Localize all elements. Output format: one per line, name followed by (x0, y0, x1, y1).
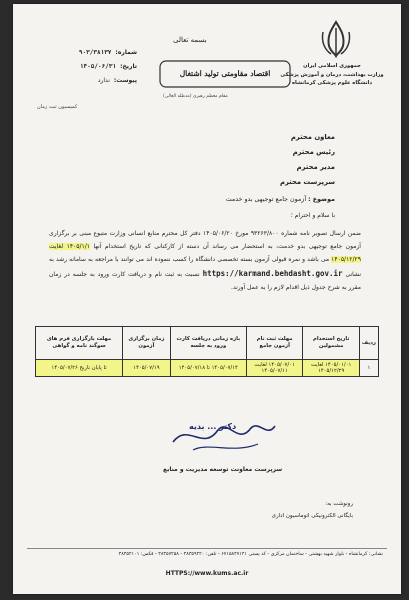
table-row (36, 360, 379, 377)
signer-title: سرپرست معاونت توسعه مدیریت و منابع (163, 466, 283, 473)
cc-label: رونوشت به: (325, 501, 353, 507)
recipient: مدیر محترم (296, 163, 335, 171)
date-value: ۱۴۰۵/۰۶/۳۱ (79, 63, 117, 70)
number-label: شماره: (115, 49, 137, 56)
carbon-copy (272, 498, 353, 522)
table-cell: ۱۴۰۵/۰۱/۰۱ لغایت ۱۴۰۵/۱۲/۲۹ (303, 360, 360, 377)
slogan-subtitle: مقام معظم رهبری (مدظله العالی) (163, 94, 228, 99)
table-cell: ۱۴۰۵/۰۷/۱۹ (123, 360, 171, 377)
employment-date-highlight: ۱۴۰۵/۱/۱ لغایت ۱۴۰۵/۱۲/۲۹ (49, 243, 361, 264)
subject-label: موضوع : (308, 196, 335, 203)
table-header: ردیف (359, 327, 378, 360)
recipient: رئیس محترم (292, 148, 335, 156)
table-cell: ۱۴۰۵/۰۷/۰۱ لغایت ۱۴۰۵/۰۷/۱۱ (246, 360, 303, 377)
signer-name: دکتر ... بدیه (189, 422, 237, 431)
table-cell: ۱ (359, 360, 378, 377)
signature-stamp-icon (163, 412, 283, 462)
number-value: ۹۰۳/۳۸۱۳۷ (78, 49, 112, 56)
ministry-header: جمهوری اسلامی ایران وزارت بهداشت، درمان و آموزش پزشکی دانشگاه علوم پزشکی کرمانشاه (280, 63, 384, 86)
table-cell: ۱۴۰۵/۰۷/۱۴ تا ۱۴۰۵/۰۷/۱۸ (170, 360, 246, 377)
table-header: تاریخ استخدام مشمولین (303, 327, 360, 360)
iran-emblem-icon (313, 18, 359, 58)
attachment-label: پیوست: (113, 77, 137, 84)
letter-page (13, 4, 401, 594)
table-header: بازه زمانی دریافت کارت ورود به جلسه (170, 327, 246, 360)
recipients (280, 130, 335, 190)
meta-note: کمیسیون ثبت زمان (37, 104, 78, 110)
table-header: مهلت ثبت نام آزمون جامع (246, 327, 303, 360)
date-label: تاریخ: (120, 63, 137, 70)
schedule-table (35, 326, 379, 377)
attachment-value: ندارد (97, 77, 110, 84)
table-header: مهلت بارگزاری فرم های سوگند نامه و گواهی (36, 327, 123, 360)
bismillah: بسمه تعالی (173, 36, 207, 44)
recipient: سرپرست محترم (279, 178, 335, 186)
greeting: با سلام و احترام ؛ (290, 212, 335, 219)
portal-url-link[interactable]: https://karmand.behdasht.gov.ir (202, 268, 343, 278)
recipient: معاون محترم (290, 133, 335, 141)
table-header: زمان برگزاری آزمون (123, 327, 171, 360)
subject-line (226, 196, 335, 203)
website-link[interactable]: HTTPS://www.kums.ac.ir (165, 570, 249, 577)
cc-item: بایگانی الکترونیکی اتوماسیون اداری (271, 513, 353, 519)
slogan: اقتصاد مقاومتی تولید اشتغال (179, 69, 271, 78)
letter-meta (27, 46, 137, 88)
footer-divider (27, 548, 387, 549)
subject-text: آزمون جامع توجیهی بدو خدمت (225, 196, 307, 203)
table-cell: تا پایان تاریخ ۱۴۰۵/۰۷/۲۶ (36, 360, 123, 377)
footer-address: نشانی: کرمانشاه - بلوار شهید بهشتی - ساختمان مرکزی - کد پستی ۶۷۱۵۸۴۷۱۴۱ - تلفن: ۳۸۳۵۹۲۲۰ - ۳۸۳۵۷۲۵۸ - فکس: ۳۸۳۵۲۱۰۱ (118, 552, 383, 557)
letter-body: ضمن ارسال تصویر نامه شماره ۹۳۲۶۳/۸۰۰ مورخ ۱۴۰۵/۰۶/۲۰ دفتر کل محترم منابع انسانی وزارت متبوع مبنی بر برگزاری آزمون جامع توجیهی بدو خدمت، به استحضار می رساند آن دسته از کارکنانی که تاریخ استخدام آنها ۱۴۰۵/۱/۱ لغایت ۱۴۰۵/۱۲/۲۹ می باشد و نمره قبولی آزمون بسته تخصصی دانشگاه را کسب ننموده اند می توانند با مراجعه به سامانه رشد به نشانی https://karmand.behdasht.gov.ir نسبت به ثبت نام و دریافت کارت ورود به جلسه در زمان مقرر به شرح جدول ذیل اقدام لازم را به عمل آورند. (49, 230, 361, 291)
